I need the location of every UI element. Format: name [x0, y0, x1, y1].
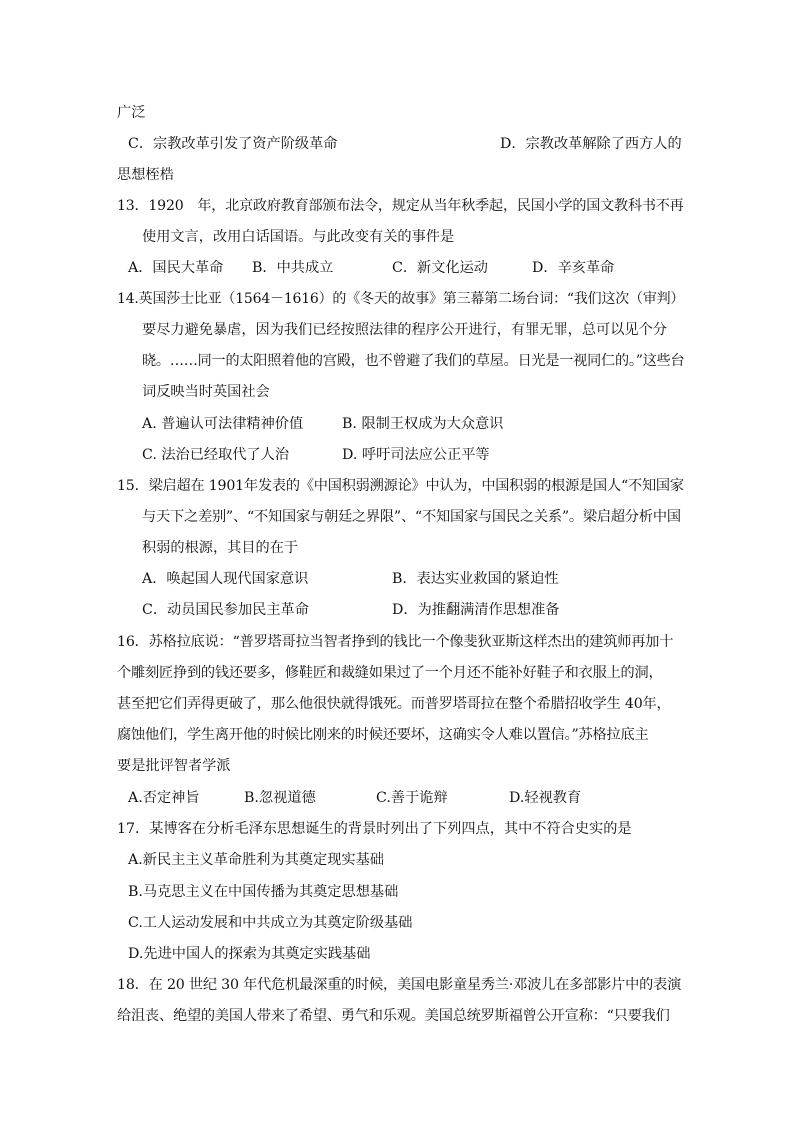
q13-option-c: C．新文化运动	[392, 260, 488, 276]
question-16: 16．苏格拉底说：“普罗塔哥拉当智者挣到的钱比一个像斐狄亚斯这样杰出的建筑师再加十	[117, 634, 674, 650]
q15-option-a: A．唤起国人现代国家意识	[142, 571, 309, 587]
q16-option-b: B.忽视道德	[244, 790, 316, 806]
q14-option-a: A. 普遍认可法律精神价值	[142, 416, 304, 432]
question-13: 13．1920 年，北京政府教育部颁布法令，规定从当年秋季起，民国小学的国文教科书不再	[117, 198, 684, 214]
text-line: 腐蚀他们，学生离开他的时候比刚来的时候还要坏，这确实令人难以置信。”苏格拉底主	[117, 727, 649, 743]
q17-option-b: B.马克思主义在中国传播为其奠定思想基础	[128, 884, 399, 900]
q12-option-d: D．宗教改革解除了西方人的	[500, 136, 682, 152]
q15-option-b: B．表达实业救国的紧迫性	[392, 571, 559, 587]
text-line: 晓。……同一的太阳照着他的宫殿，也不曾避了我们的草屋。日光是一视同仁的。”这些台	[142, 353, 685, 369]
q14-option-b: B. 限制王权成为大众意识	[342, 416, 504, 432]
q15-option-d: D．为推翻满清作思想准备	[392, 602, 560, 618]
text-line: 与天下之差别”、“不知国家与朝廷之界限”、“不知国家与国民之关系”。梁启超分析中国	[142, 509, 681, 525]
q13-option-a: A．国民大革命	[128, 260, 224, 276]
text-line: 思想桎梏	[117, 167, 174, 183]
q13-option-d: D．辛亥革命	[532, 260, 615, 276]
q12-option-c: C．宗教改革引发了资产阶级革命	[128, 136, 338, 152]
q15-option-c: C．动员国民参加民主革命	[142, 602, 309, 618]
text-line: 词反映当时英国社会	[142, 384, 270, 400]
q16-option-c: C.善于诡辩	[376, 790, 448, 806]
question-18: 18．在 20 世纪 30 年代危机最深重的时候，美国电影童星秀兰·邓波儿在多部影片中的表演	[117, 977, 682, 993]
q16-option-a: A.否定神旨	[128, 790, 200, 806]
q17-option-c: C.工人运动发展和中共成立为其奠定阶级基础	[128, 915, 413, 931]
text-line: 个雕刻匠挣到的钱还要多，修鞋匠和裁缝如果过了一个月还不能补好鞋子和衣服上的洞，	[117, 665, 663, 681]
text-line: 积弱的根源，其目的在于	[142, 540, 299, 556]
question-17: 17．某博客在分析毛泽东思想诞生的背景时列出了下列四点，其中不符合史实的是	[117, 821, 632, 837]
text-line: 甚至把它们弄得更破了，那么他很快就得饿死。而普罗塔哥拉在整个希腊招收学生 40年，	[117, 696, 671, 712]
text-line: 广泛	[117, 105, 146, 121]
q14-option-c: C. 法治已经取代了人治	[142, 447, 290, 463]
q17-option-a: A.新民主主义革命胜利为其奠定现实基础	[128, 852, 384, 868]
q16-option-d: D.轻视教育	[509, 790, 582, 806]
q17-option-d: D.先进中国人的探索为其奠定实践基础	[128, 946, 371, 962]
question-15: 15．梁启超在 1901年发表的《中国积弱溯源论》中认为，中国积弱的根源是国人“不知国家	[117, 478, 684, 494]
text-line: 使用文言，改用白话国语。与此改变有关的事件是	[142, 229, 455, 245]
text-line: 要是批评智者学派	[117, 758, 231, 774]
text-line: 要尽力避免暴虐，因为我们已经按照法律的程序公开进行，有罪无罪，总可以见个分	[142, 322, 667, 338]
q14-option-d: D. 呼吁司法应公正平等	[342, 447, 490, 463]
question-14: 14.英国莎士比亚（1564－1616）的《冬天的故事》第三幕第二场台词：“我们这次（审判）	[117, 291, 685, 307]
text-line: 给沮丧、绝望的美国人带来了希望、勇气和乐观。美国总统罗斯福曾公开宣称：“只要我们	[117, 1008, 670, 1024]
q13-option-b: B．中共成立	[252, 260, 334, 276]
